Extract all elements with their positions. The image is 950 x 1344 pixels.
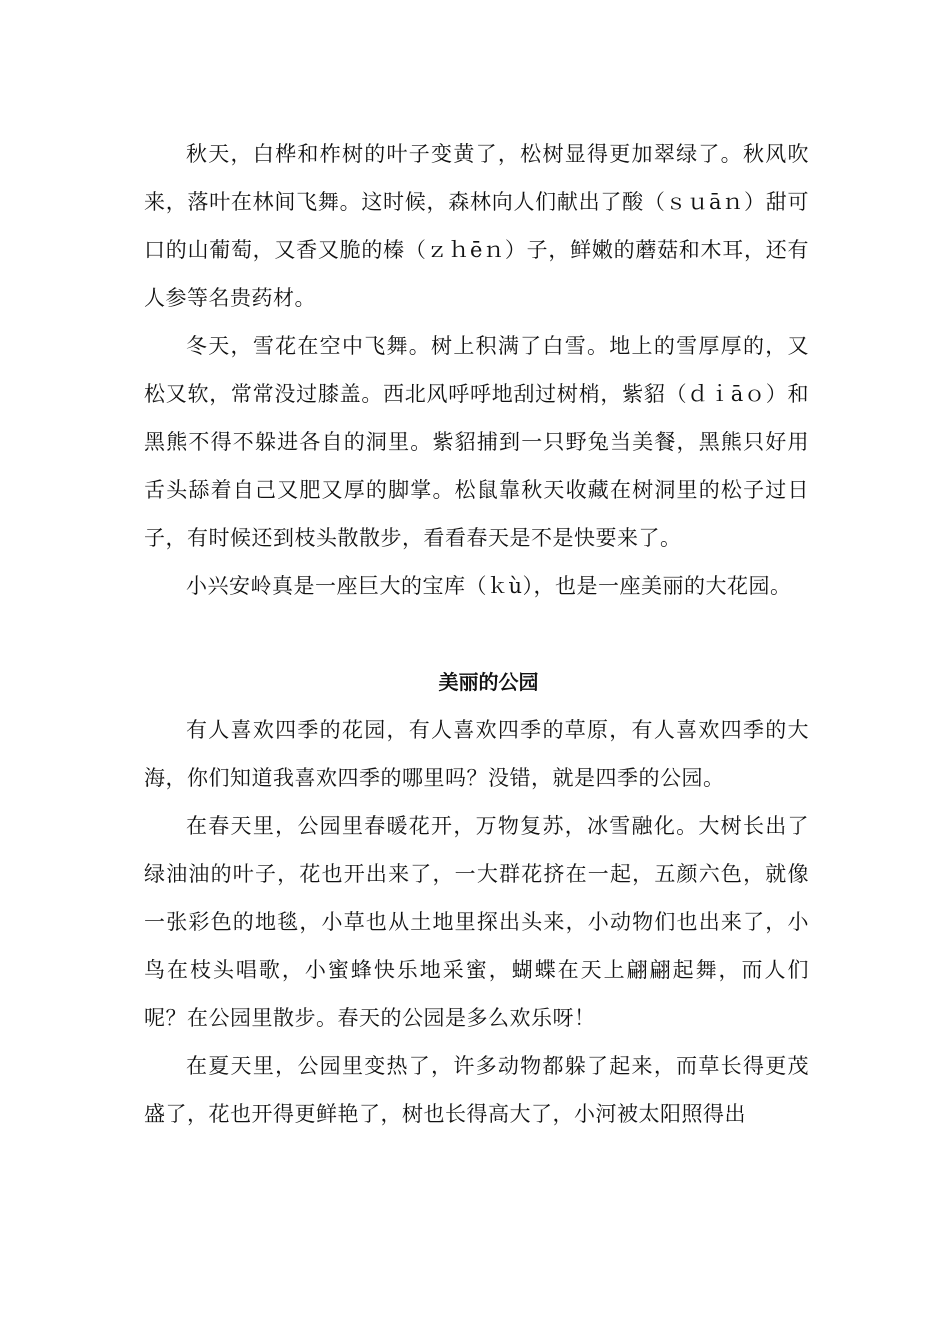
section-spacer	[144, 610, 809, 658]
paragraph-treasure: 小兴安岭真是一座巨大的宝库（ｋù），也是一座美丽的大花园。	[186, 574, 792, 598]
paragraph-autumn: 秋天，白桦和柞树的叶子变黄了，松树显得更加翠绿了。秋风吹来，落叶在林间飞舞。这时候，森林向人们献出了酸（ｓｕāｎ）甜可口的山葡萄，又香又脆的榛（ｚｈēｎ）子，鲜嫩的蘑菇和木耳，还有人参等名贵药材。	[144, 142, 809, 310]
paragraph-intro: 有人喜欢四季的花园，有人喜欢四季的草原，有人喜欢四季的大海，你们知道我喜欢四季的哪里吗？没错，就是四季的公园。	[144, 718, 809, 790]
essay-title: 美丽的公园	[438, 670, 539, 694]
paragraph-winter: 冬天，雪花在空中飞舞。树上积满了白雪。地上的雪厚厚的，又松又软，常常没过膝盖。西北风呼呼地刮过树梢，紫貂（ｄｉāｏ）和黑熊不得不躲进各自的洞里。紫貂捕到一只野兔当美餐，黑熊只好用舌头舔着自己又肥又厚的脚掌。松鼠靠秋天收藏在树洞里的松子过日子，有时候还到枝头散散步，看看春天是不是快要来了。	[144, 334, 809, 550]
paragraph-spring: 在春天里，公园里春暖花开，万物复苏，冰雪融化。大树长出了绿油油的叶子，花也开出来了，一大群花挤在一起，五颜六色，就像一张彩色的地毯，小草也从土地里探出头来，小动物们也出来了，小鸟在枝头唱歌，小蜜蜂快乐地采蜜，蝴蝶在天上翩翩起舞，而人们呢？在公园里散步。春天的公园是多么欢乐呀！	[144, 814, 809, 1030]
paragraph-summer: 在夏天里，公园里变热了，许多动物都躲了起来，而草长得更茂盛了，花也开得更鲜艳了，树也长得高大了，小河被太阳照得出	[144, 1054, 809, 1126]
document-page	[144, 130, 809, 1138]
